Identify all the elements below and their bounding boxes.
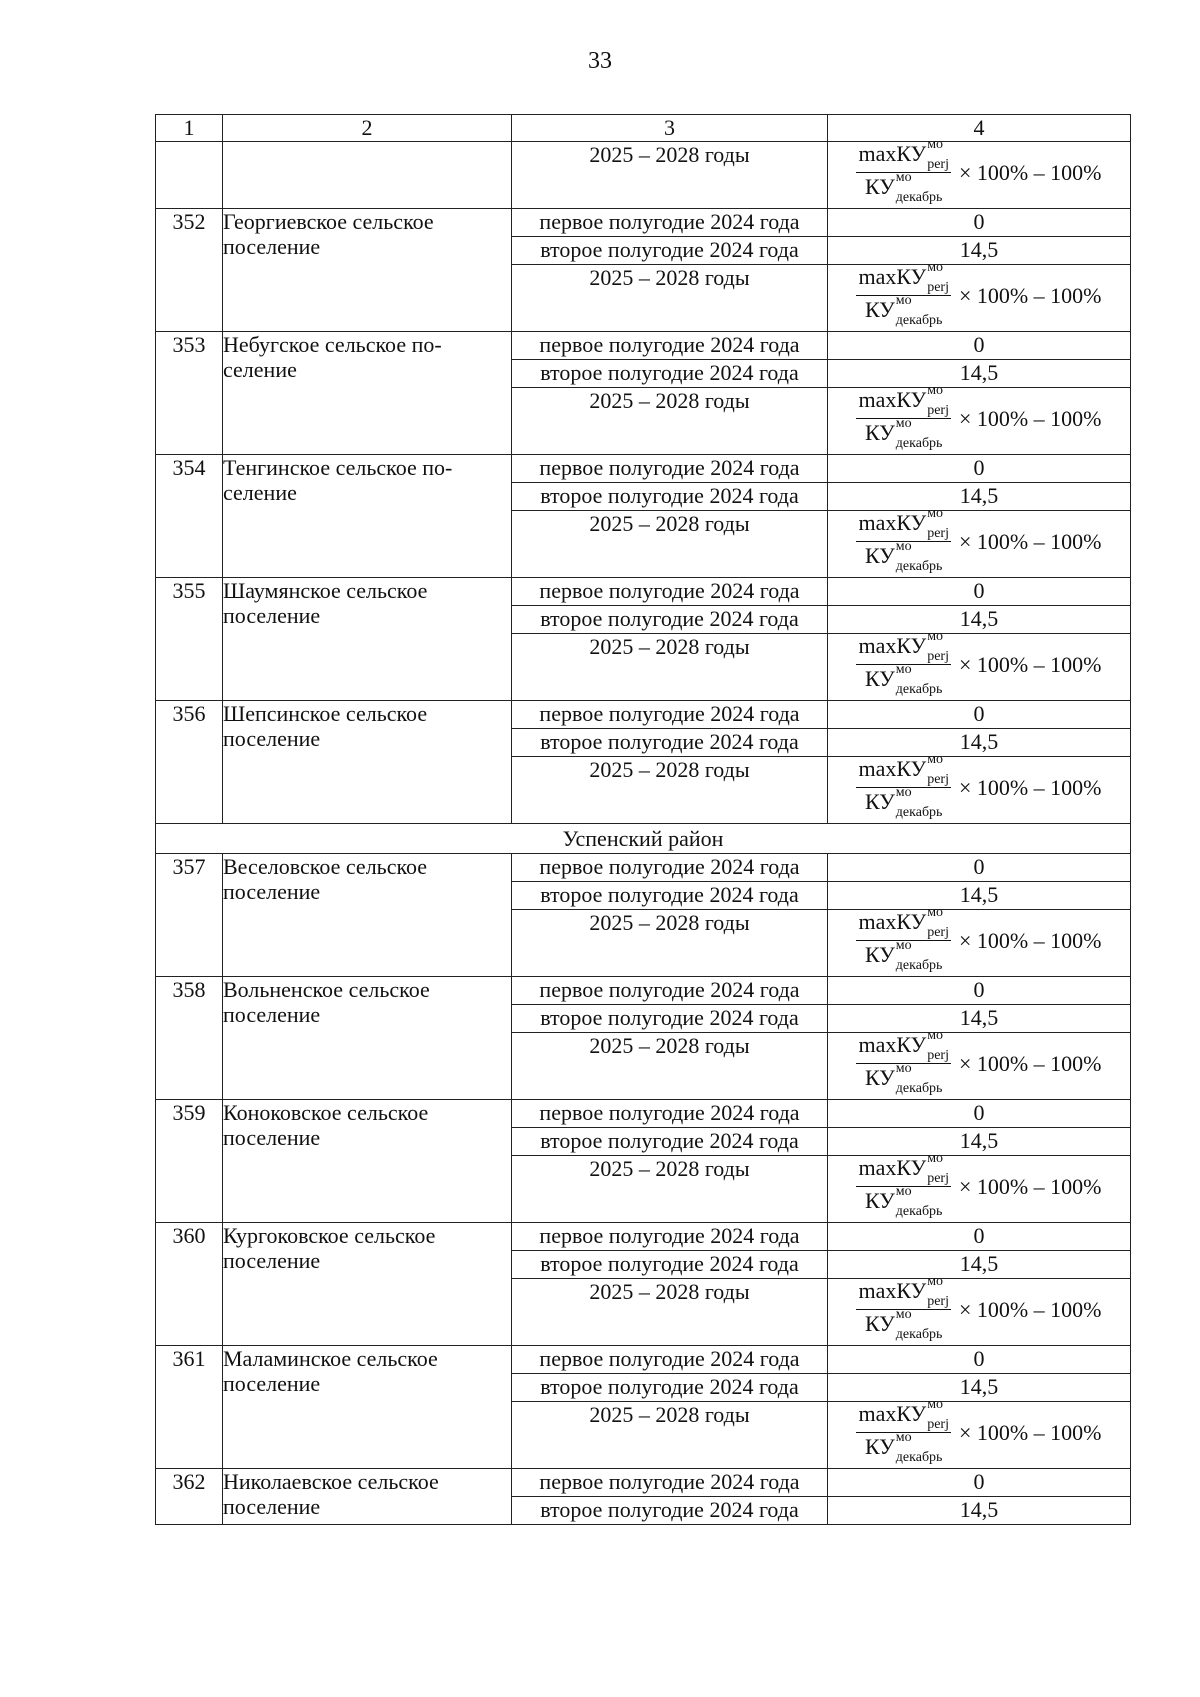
formula-cell [828, 1028, 1131, 1100]
formula-sup: мо [895, 938, 912, 953]
period-cell: 2025 – 2028 годы [512, 265, 828, 332]
period-cell: 2025 – 2028 годы [512, 634, 828, 701]
period-cell: 2025 – 2028 годы [512, 388, 828, 455]
formula-sup: мо [895, 1184, 912, 1199]
formula-cell [828, 905, 1131, 977]
formula-fraction [856, 905, 950, 973]
row-number: 361 [156, 1346, 223, 1469]
formula-max: max [858, 1032, 897, 1058]
formula-numerator [856, 383, 950, 419]
table-row [156, 578, 1131, 606]
formula-max: max [858, 387, 897, 413]
formula-numerator [856, 629, 950, 665]
formula-denominator [863, 785, 944, 820]
formula-base: КУ [864, 297, 895, 323]
formula-cell [828, 629, 1131, 701]
formula-sub-december: декабрь [895, 559, 943, 574]
region-heading: Успенский район [156, 824, 1131, 854]
period-cell: первое полугодие 2024 года [512, 977, 828, 1005]
formula-base: КУ [896, 510, 927, 536]
formula-sup: мо [895, 170, 912, 185]
settlement-name: Кургоковское сельское поселение [223, 1223, 512, 1346]
period-cell: второе полугодие 2024 года [512, 729, 828, 757]
formula-sub-perj: perj [927, 1171, 949, 1186]
row-number: 352 [156, 209, 223, 332]
formula-cell [828, 1151, 1131, 1223]
table-row [156, 854, 1131, 882]
formula-sub-december: декабрь [895, 1081, 943, 1096]
formula-numerator [856, 752, 950, 788]
period-cell: второе полугодие 2024 года [512, 483, 828, 511]
formula-sup: мо [895, 1307, 912, 1322]
formula-sub-december: декабрь [895, 682, 943, 697]
value-cell: 14,5 [828, 1005, 1131, 1033]
formula-fraction [856, 1151, 950, 1219]
table-row [156, 332, 1131, 360]
row-number: 356 [156, 701, 223, 824]
formula-base: КУ [896, 387, 927, 413]
period-cell: второе полугодие 2024 года [512, 1251, 828, 1279]
period-cell: второе полугодие 2024 года [512, 1374, 828, 1402]
formula-base: КУ [864, 1188, 895, 1214]
formula-denominator [863, 1061, 944, 1096]
formula-cell [828, 752, 1131, 824]
formula-base: КУ [896, 1278, 927, 1304]
formula-sup: мо [927, 905, 944, 920]
formula-numerator [856, 506, 950, 542]
row-number: 359 [156, 1100, 223, 1223]
formula-tail: × 100% – 100% [958, 1173, 1102, 1199]
growth-formula [828, 905, 1130, 973]
growth-formula [828, 383, 1130, 451]
formula-fraction [856, 752, 950, 820]
formula-cell [828, 260, 1131, 332]
period-cell: 2025 – 2028 годы [512, 1033, 828, 1100]
formula-tail: × 100% – 100% [958, 774, 1102, 800]
formula-base: КУ [864, 1311, 895, 1337]
formula-max: max [858, 264, 897, 290]
value-cell: 14,5 [828, 360, 1131, 388]
formula-denominator [863, 293, 944, 328]
formula-fraction [856, 1274, 950, 1342]
table-row [156, 1469, 1131, 1497]
formula-numerator [856, 1151, 950, 1187]
formula-max: max [858, 510, 897, 536]
row-number: 355 [156, 578, 223, 701]
formula-sup: мо [927, 506, 944, 521]
formula-max: max [858, 756, 897, 782]
formula-base: КУ [896, 141, 927, 167]
period-cell: первое полугодие 2024 года [512, 854, 828, 882]
formula-sup: мо [895, 539, 912, 554]
formula-sup: мо [927, 1274, 944, 1289]
value-cell: 14,5 [828, 1251, 1131, 1279]
formula-sup: мо [927, 1028, 944, 1043]
row-number: 358 [156, 977, 223, 1100]
settlement-name: Шаумянское сельское поселение [223, 578, 512, 701]
value-cell: 14,5 [828, 606, 1131, 634]
formula-numerator [856, 1274, 950, 1310]
formula-tail: × 100% – 100% [958, 651, 1102, 677]
growth-formula [828, 1028, 1130, 1096]
growth-formula [828, 260, 1130, 328]
value-cell: 0 [828, 977, 1131, 1005]
continuation-row [156, 142, 1131, 209]
period-cell: второе полугодие 2024 года [512, 1128, 828, 1156]
table-row [156, 455, 1131, 483]
period-cell: первое полугодие 2024 года [512, 455, 828, 483]
period-cell: 2025 – 2028 годы [512, 1156, 828, 1223]
period-cell: второе полугодие 2024 года [512, 606, 828, 634]
formula-sup: мо [895, 662, 912, 677]
table-body [156, 115, 1131, 1525]
formula-tail: × 100% – 100% [958, 1050, 1102, 1076]
period-cell: первое полугодие 2024 года [512, 1223, 828, 1251]
region-row [156, 824, 1131, 854]
period-cell: первое полугодие 2024 года [512, 332, 828, 360]
row-number: 357 [156, 854, 223, 977]
formula-tail: × 100% – 100% [958, 1296, 1102, 1322]
formula-max: max [858, 909, 897, 935]
formula-sub-december: декабрь [895, 436, 943, 451]
formula-denominator [863, 1307, 944, 1342]
growth-formula [828, 1274, 1130, 1342]
formula-sub-perj: perj [927, 157, 949, 172]
value-cell: 0 [828, 209, 1131, 237]
value-cell: 0 [828, 701, 1131, 729]
formula-sup: мо [927, 137, 944, 152]
value-cell: 14,5 [828, 882, 1131, 910]
value-cell: 14,5 [828, 1374, 1131, 1402]
row-number: 362 [156, 1469, 223, 1525]
formula-base: КУ [896, 1155, 927, 1181]
settlement-name: Маламинское сельское поселение [223, 1346, 512, 1469]
formula-sup: мо [927, 383, 944, 398]
formula-base: КУ [864, 543, 895, 569]
formula-sub-december: декабрь [895, 1327, 943, 1342]
column-header-3: 3 [512, 115, 828, 142]
growth-formula [828, 629, 1130, 697]
formula-sub-december: декабрь [895, 805, 943, 820]
formula-numerator [856, 1397, 950, 1433]
growth-formula [828, 1397, 1130, 1465]
formula-fraction [856, 629, 950, 697]
formula-denominator [863, 662, 944, 697]
formula-sup: мо [895, 1430, 912, 1445]
formula-base: КУ [896, 264, 927, 290]
period-cell: 2025 – 2028 годы [512, 1279, 828, 1346]
column-header-2: 2 [223, 115, 512, 142]
formula-sub-perj: perj [927, 280, 949, 295]
formula-base: КУ [864, 789, 895, 815]
formula-base: КУ [896, 1401, 927, 1427]
formula-base: КУ [864, 1434, 895, 1460]
table-row [156, 1223, 1131, 1251]
continuation-name-cell [223, 142, 512, 209]
table-row [156, 701, 1131, 729]
table-row [156, 1100, 1131, 1128]
formula-base: КУ [864, 1065, 895, 1091]
period-cell: 2025 – 2028 годы [512, 757, 828, 824]
formula-cell [828, 137, 1131, 209]
settlement-name: Веселовское сельское поселение [223, 854, 512, 977]
formula-base: КУ [864, 174, 895, 200]
formula-sub-december: декабрь [895, 958, 943, 973]
formula-sup: мо [895, 293, 912, 308]
value-cell: 14,5 [828, 729, 1131, 757]
formula-sup: мо [895, 785, 912, 800]
formula-base: КУ [864, 942, 895, 968]
formula-fraction [856, 383, 950, 451]
formula-fraction [856, 506, 950, 574]
table-row [156, 1346, 1131, 1374]
period-cell: 2025 – 2028 годы [512, 511, 828, 578]
formula-sub-perj: perj [927, 403, 949, 418]
formula-sub-december: декабрь [895, 313, 943, 328]
formula-base: КУ [896, 1032, 927, 1058]
formula-base: КУ [896, 756, 927, 782]
formula-tail: × 100% – 100% [958, 159, 1102, 185]
formula-sub-perj: perj [927, 772, 949, 787]
value-cell: 14,5 [828, 1128, 1131, 1156]
formula-cell [828, 1397, 1131, 1469]
formula-denominator [863, 539, 944, 574]
formula-sub-perj: perj [927, 1294, 949, 1309]
formula-max: max [858, 1401, 897, 1427]
column-header-4: 4 [828, 115, 1131, 142]
growth-formula [828, 506, 1130, 574]
formula-base: КУ [864, 666, 895, 692]
table-row [156, 209, 1131, 237]
formula-max: max [858, 141, 897, 167]
formula-sub-december: декабрь [895, 190, 943, 205]
formula-sup: мо [895, 416, 912, 431]
value-cell: 0 [828, 332, 1131, 360]
period-cell: первое полугодие 2024 года [512, 701, 828, 729]
formula-max: max [858, 633, 897, 659]
formula-sub-perj: perj [927, 526, 949, 541]
formula-sup: мо [927, 260, 944, 275]
settlements-table [155, 114, 1131, 1525]
formula-cell [828, 383, 1131, 455]
growth-formula [828, 1151, 1130, 1219]
period-cell: второе полугодие 2024 года [512, 1497, 828, 1525]
formula-sup: мо [895, 1061, 912, 1076]
settlement-name: Небугское сельское по-селение [223, 332, 512, 455]
formula-fraction [856, 1397, 950, 1465]
formula-numerator [856, 905, 950, 941]
row-number: 354 [156, 455, 223, 578]
value-cell: 14,5 [828, 237, 1131, 265]
formula-numerator [856, 137, 950, 173]
formula-denominator [863, 1430, 944, 1465]
period-cell: 2025 – 2028 годы [512, 910, 828, 977]
column-header-1: 1 [156, 115, 223, 142]
settlement-name: Георгиевское сельское поселение [223, 209, 512, 332]
formula-base: КУ [896, 909, 927, 935]
page-number: 33 [588, 48, 612, 74]
formula-fraction [856, 1028, 950, 1096]
value-cell: 0 [828, 578, 1131, 606]
formula-max: max [858, 1155, 897, 1181]
header-row [156, 115, 1131, 142]
formula-tail: × 100% – 100% [958, 282, 1102, 308]
formula-denominator [863, 416, 944, 451]
formula-fraction [856, 260, 950, 328]
settlement-name: Николаевское сельское поселение [223, 1469, 512, 1525]
formula-denominator [863, 170, 944, 205]
formula-tail: × 100% – 100% [958, 1419, 1102, 1445]
period-cell: первое полугодие 2024 года [512, 1346, 828, 1374]
value-cell: 14,5 [828, 483, 1131, 511]
formula-denominator [863, 1184, 944, 1219]
formula-numerator [856, 1028, 950, 1064]
formula-base: КУ [864, 420, 895, 446]
value-cell: 0 [828, 1346, 1131, 1374]
formula-denominator [863, 938, 944, 973]
period-cell: второе полугодие 2024 года [512, 882, 828, 910]
period-cell: 2025 – 2028 годы [512, 142, 828, 209]
period-cell: первое полугодие 2024 года [512, 1469, 828, 1497]
period-cell: 2025 – 2028 годы [512, 1402, 828, 1469]
formula-sub-perj: perj [927, 1048, 949, 1063]
formula-sup: мо [927, 1397, 944, 1412]
value-cell: 0 [828, 1223, 1131, 1251]
formula-cell [828, 1274, 1131, 1346]
table-row [156, 977, 1131, 1005]
formula-tail: × 100% – 100% [958, 528, 1102, 554]
formula-sup: мо [927, 1151, 944, 1166]
period-cell: второе полугодие 2024 года [512, 360, 828, 388]
period-cell: первое полугодие 2024 года [512, 1100, 828, 1128]
growth-formula [828, 752, 1130, 820]
period-cell: первое полугодие 2024 года [512, 578, 828, 606]
formula-sub-perj: perj [927, 649, 949, 664]
value-cell: 0 [828, 455, 1131, 483]
value-cell: 0 [828, 1469, 1131, 1497]
formula-sub-december: декабрь [895, 1204, 943, 1219]
row-number: 353 [156, 332, 223, 455]
formula-cell [828, 506, 1131, 578]
formula-sub-perj: perj [927, 925, 949, 940]
growth-formula [828, 137, 1130, 205]
period-cell: первое полугодие 2024 года [512, 209, 828, 237]
formula-sub-perj: perj [927, 1417, 949, 1432]
formula-numerator [856, 260, 950, 296]
value-cell: 0 [828, 854, 1131, 882]
settlement-name: Шепсинское сельское поселение [223, 701, 512, 824]
formula-sup: мо [927, 629, 944, 644]
formula-fraction [856, 137, 950, 205]
settlement-name: Коноковское сельское поселение [223, 1100, 512, 1223]
formula-max: max [858, 1278, 897, 1304]
period-cell: второе полугодие 2024 года [512, 237, 828, 265]
formula-sub-december: декабрь [895, 1450, 943, 1465]
continuation-num-cell [156, 142, 223, 209]
row-number: 360 [156, 1223, 223, 1346]
formula-base: КУ [896, 633, 927, 659]
settlement-name: Тенгинское сельское по-селение [223, 455, 512, 578]
formula-sup: мо [927, 752, 944, 767]
formula-tail: × 100% – 100% [958, 405, 1102, 431]
settlement-name: Вольненское сельское поселение [223, 977, 512, 1100]
formula-tail: × 100% – 100% [958, 927, 1102, 953]
period-cell: второе полугодие 2024 года [512, 1005, 828, 1033]
value-cell: 0 [828, 1100, 1131, 1128]
value-cell: 14,5 [828, 1497, 1131, 1525]
